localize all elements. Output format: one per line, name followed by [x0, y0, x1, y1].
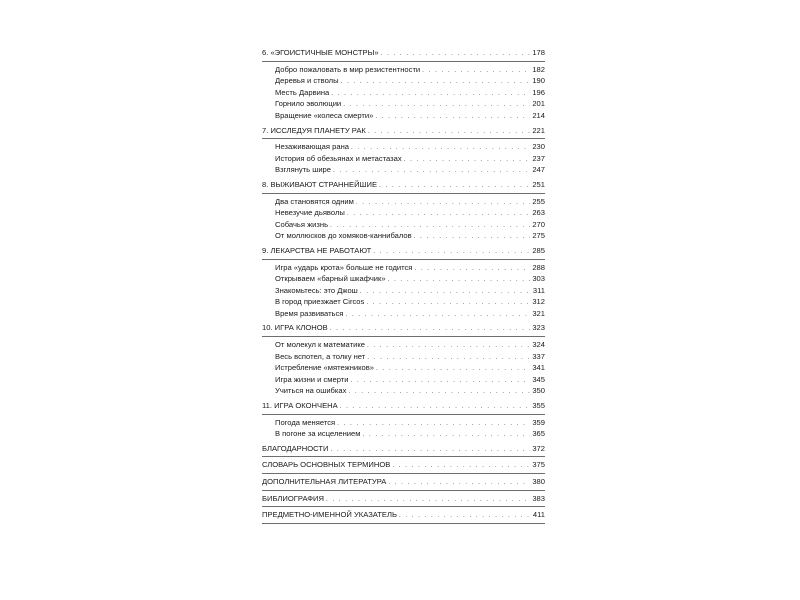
page-number: 255	[532, 196, 545, 206]
back-matter-entry	[262, 443, 545, 455]
section-entry	[262, 219, 545, 231]
page-number: 324	[532, 340, 545, 350]
page-number: 275	[532, 231, 545, 241]
dot-leader	[367, 340, 530, 352]
chapter-entry	[262, 179, 545, 191]
page-number: 201	[532, 99, 545, 109]
page-number: 263	[532, 208, 545, 218]
page-number: 323	[532, 323, 545, 333]
section-divider	[262, 414, 545, 415]
section-divider	[262, 456, 545, 457]
page-number: 303	[532, 274, 545, 284]
page-number: 337	[532, 351, 545, 361]
section-entry	[262, 362, 545, 374]
section-entry	[262, 308, 545, 320]
section-divider	[262, 193, 545, 194]
page-number: 288	[532, 262, 545, 272]
page-number: 182	[532, 64, 545, 74]
entry-title: В город приезжает Circos	[275, 297, 365, 307]
section-entry	[262, 417, 545, 429]
section-divider	[262, 336, 545, 337]
page-number: 341	[532, 363, 545, 373]
section-entry	[262, 351, 545, 363]
entry-title: Горнило эволюции	[275, 99, 342, 109]
entry-title: Игра жизни и смерти	[275, 374, 349, 384]
section-entry	[262, 273, 545, 285]
dot-leader	[330, 323, 531, 335]
entry-title: 11. ИГРА ОКОНЧЕНА	[262, 401, 338, 411]
entry-title: Погода меняется	[275, 417, 336, 427]
section-entry	[262, 75, 545, 87]
dot-leader	[348, 386, 530, 398]
dot-leader	[392, 460, 530, 472]
page-number: 190	[532, 76, 545, 86]
page-number: 247	[532, 165, 545, 175]
dot-leader	[399, 510, 531, 522]
dot-leader	[351, 375, 531, 387]
dot-leader	[414, 231, 531, 243]
dot-leader	[388, 477, 530, 489]
entry-title: ДОПОЛНИТЕЛЬНАЯ ЛИТЕРАТУРА	[262, 477, 387, 486]
chapter-entry	[262, 125, 545, 137]
entry-title: Знакомьтесь: это Джош	[275, 285, 358, 295]
entry-title: БЛАГОДАРНОСТИ	[262, 443, 329, 453]
dot-leader	[388, 274, 531, 286]
section-entry	[262, 141, 545, 153]
section-divider	[262, 61, 545, 62]
entry-title: БИБЛИОГРАФИЯ	[262, 493, 324, 503]
page-number: 321	[532, 308, 545, 318]
page-number: 359	[532, 417, 545, 427]
page-number: 178	[532, 48, 545, 57]
page-number: 311	[532, 285, 545, 295]
dot-leader	[381, 48, 531, 60]
page-number: 375	[532, 460, 545, 470]
section-entry	[262, 374, 545, 386]
page-number: 196	[532, 87, 545, 97]
back-matter-entry	[262, 459, 545, 471]
page-number: 221	[532, 125, 545, 135]
chapter-entry	[262, 322, 545, 334]
entry-title: Собачья жизнь	[275, 219, 329, 229]
section-entry	[262, 87, 545, 99]
section-entry	[262, 110, 545, 122]
dot-leader	[367, 352, 530, 364]
entry-title: Месть Дарвина	[275, 87, 330, 97]
entry-title: Учиться на ошибках	[275, 386, 347, 396]
page-number: 285	[532, 245, 545, 255]
entry-title: 9. ЛЕКАРСТВА НЕ РАБОТАЮТ	[262, 245, 372, 255]
dot-leader	[373, 246, 530, 258]
dot-leader	[341, 76, 531, 88]
entry-title: Два становятся одним	[275, 196, 354, 206]
entry-title: Деревья и стволы	[275, 76, 339, 86]
page-number: 411	[532, 510, 545, 520]
entry-title: 7. ИССЛЕДУЯ ПЛАНЕТУ РАК	[262, 125, 366, 135]
dot-leader	[414, 263, 530, 275]
dot-leader	[333, 165, 530, 177]
page-number: 365	[532, 429, 545, 439]
table-of-contents	[262, 47, 545, 526]
entry-title: Открываем «барный шкафчик»	[275, 274, 386, 284]
page-number: 355	[532, 401, 545, 411]
page-number: 251	[532, 179, 545, 189]
section-divider	[262, 523, 545, 524]
dot-leader	[366, 297, 530, 309]
section-divider	[262, 138, 545, 139]
entry-title: Весь вспотел, а толку нет	[275, 351, 366, 361]
section-entry	[262, 428, 545, 440]
section-entry	[262, 296, 545, 308]
entry-title: Добро пожаловать в мир резистентности	[275, 64, 421, 74]
section-entry	[262, 285, 545, 297]
dot-leader	[326, 494, 530, 506]
section-entry	[262, 196, 545, 208]
section-entry	[262, 230, 545, 242]
section-divider	[262, 473, 545, 474]
entry-title: Истребление «мятежников»	[275, 363, 375, 373]
page-number: 380	[532, 477, 545, 486]
page-number: 214	[532, 110, 545, 120]
dot-leader	[363, 429, 531, 441]
entry-title: От молекул к математике	[275, 340, 365, 350]
page-number: 350	[532, 386, 545, 396]
page-number: 270	[532, 219, 545, 229]
dot-leader	[330, 444, 530, 456]
entry-title: Игра «ударь крота» больше не годится	[275, 262, 413, 272]
dot-leader	[422, 65, 530, 77]
chapter-entry	[262, 245, 545, 257]
page-number: 383	[532, 493, 545, 503]
entry-title: Взглянуть шире	[275, 165, 332, 175]
dot-leader	[356, 197, 530, 209]
dot-leader	[404, 154, 531, 166]
page-number: 237	[532, 153, 545, 163]
dot-leader	[376, 363, 530, 375]
section-entry	[262, 207, 545, 219]
dot-leader	[340, 401, 531, 413]
entry-title: Незаживающая рана	[275, 142, 349, 152]
section-entry	[262, 153, 545, 165]
page-number: 372	[532, 443, 545, 453]
entry-title: 8. ВЫЖИВАЮТ СТРАННЕЙШИЕ	[262, 179, 378, 189]
dot-leader	[360, 286, 531, 298]
entry-title: ПРЕДМЕТНО-ИМЕННОЙ УКАЗАТЕЛЬ	[262, 510, 397, 520]
back-matter-entry	[262, 476, 545, 488]
section-entry	[262, 64, 545, 76]
dot-leader	[345, 309, 530, 321]
dot-leader	[347, 208, 530, 220]
section-entry	[262, 164, 545, 176]
entry-title: 6. «ЭГОИСТИЧНЫЕ МОНСТРЫ»	[262, 48, 379, 57]
dot-leader	[337, 418, 530, 430]
dot-leader	[368, 126, 531, 138]
page-number: 230	[532, 142, 545, 152]
entry-title: От моллюсков до хомяков-каннибалов	[275, 231, 412, 241]
dot-leader	[331, 88, 530, 100]
chapter-entry	[262, 47, 545, 59]
page-number: 345	[532, 374, 545, 384]
section-divider	[262, 506, 545, 507]
chapter-entry	[262, 400, 545, 412]
section-divider	[262, 490, 545, 491]
back-matter-entry	[262, 509, 545, 521]
section-entry	[262, 339, 545, 351]
entry-title: Время развиваться	[275, 308, 344, 318]
section-divider	[262, 259, 545, 260]
dot-leader	[375, 111, 530, 123]
entry-title: Невезучие дьяволы	[275, 208, 345, 218]
entry-title: Вращение «колеса смерти»	[275, 110, 374, 120]
section-entry	[262, 385, 545, 397]
section-entry	[262, 262, 545, 274]
dot-leader	[379, 180, 530, 192]
entry-title: В погоне за исцелением	[275, 429, 361, 439]
entry-title: История об обезьянах и метастазах	[275, 153, 402, 163]
entry-title: 10. ИГРА КЛОНОВ	[262, 323, 328, 333]
section-entry	[262, 98, 545, 110]
entry-title: СЛОВАРЬ ОСНОВНЫХ ТЕРМИНОВ	[262, 460, 391, 470]
back-matter-entry	[262, 493, 545, 505]
page-number: 312	[532, 297, 545, 307]
